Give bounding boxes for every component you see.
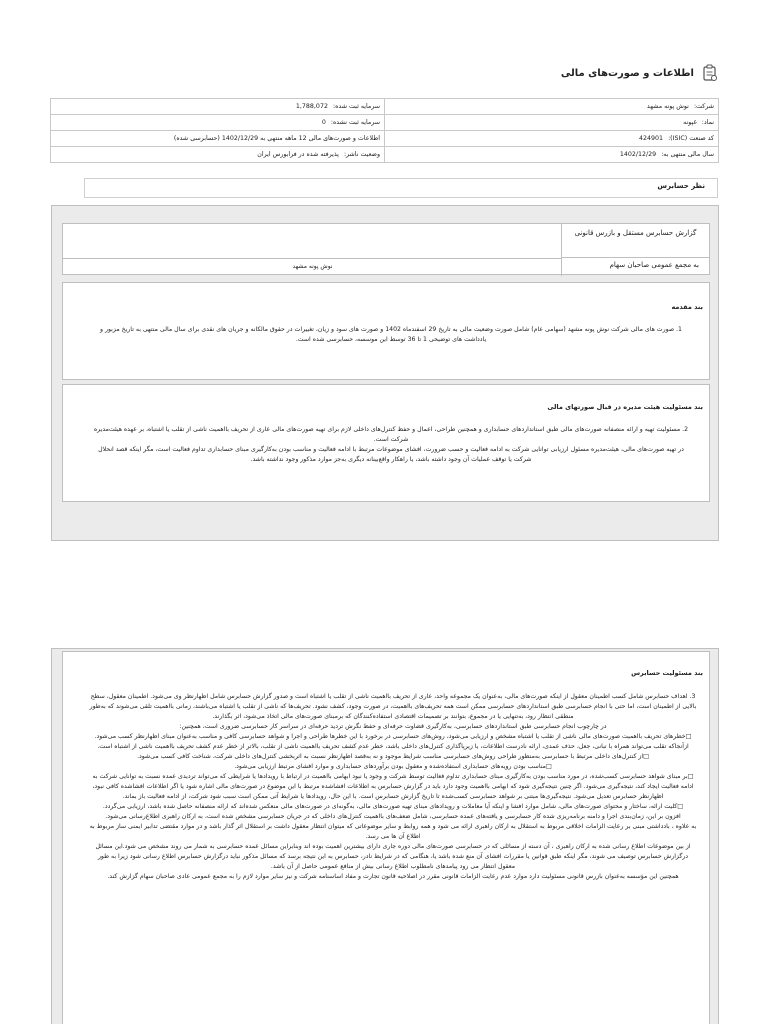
section-title: بند مسئولیت هیئت مدیره در قبال صورتهای مالی [547, 403, 703, 411]
unregistered-capital-label: سرمایه ثبت نشده: [330, 119, 380, 126]
paragraph: در تهیه صورت‌های مالی، هیئت‌مدیره مسئول ارزیابی توانایی شرکت به ادامه فعالیت و حسب ضرورت، افشای موضوعات مرتبط با ادامه فعالیت و مناسب بودن به‌کارگیری مبنای حسابداری تداوم فعالیت است، مگر اینکه قصد انحلال شرکت یا توقف عملیات آن وجود داشته باشد، یا راهکار واقع‌بینانه دیگری به‌جز موارد مذکور وجود نداشته باشد. [98, 446, 684, 463]
fiscal-year-label: سال مالی منتهی به: [661, 151, 714, 158]
company-label: شرکت: [693, 103, 714, 110]
unregistered-capital-value: 0 [321, 119, 326, 126]
paragraph: □خطرهای تحریف بااهمیت صورت‌های مالی ناشی از تقلب یا اشتباه مشخص و ارزیابی می‌شود، روش‌های حسابرسی در برخورد با این خطرها طراحی و اجرا و شواهد حسابرسی کافی و مناسب به‌عنوان مبنای اظهارنظر کسب می‌شود. ازآنجاکه تقلب می‌تواند همراه با تبانی، جعل، حذف عمدی، ارائه نادرست اطلاعات، یا زیرپاگذاری کنترل‌های داخلی باشد، خطر عدم کشف تحریف بااهمیت ناشی از تقلب، بالاتر از خطر عدم کشف تحریف بااهمیت ناشی از اشتباه است. [94, 733, 692, 750]
info-row [51, 99, 719, 115]
section-auditor-responsibility [62, 651, 710, 1024]
report-company-name: نوش پونه مشهد [63, 258, 562, 275]
publisher-status-value: پذیرفته شده در فرابورس ایران [257, 151, 339, 158]
page-title: اطلاعات و صورت‌های مالی [560, 67, 694, 79]
paragraph: در چارچوب انجام حسابرسی طبق استانداردهای حسابرسی، به‌کارگیری قضاوت حرفه‌ای و حفظ نگرش تردید حرفه‌ای در سراسر کار حسابرسی ضروری است، همچنین: [179, 723, 607, 730]
paragraph: 3. اهداف حسابرس شامل کسب اطمینان معقول از اینکه صورت‌های مالی، به‌عنوان یک مجموعه واحد، عاری از تحریف بااهمیت ناشی از تقلب یا اشتباه است و صدور گزارش حسابرس شامل اظهارنظر وی می‌شود. اطمینان معقول، سطح بالایی از اطمینان است، اما حتی با انجام حسابرسی طبق استانداردهای حسابرسی ممکن است همه تحریف‌های بااهمیت، در صورت وجود، کشف نشود. تحریف‌ها که ناشی از تقلب یا اشتباه می‌باشند، زمانی بااهمیت تلقی می‌شوند که به‌طور منطقی انتظار رود، به‌تنهایی یا در مجموع، بتوانند بر تصمیمات اقتصادی استفاده‌کنندگان که برمبنای صورت‌های مالی اتخاذ می‌شود، اثر بگذارند. [89, 693, 697, 720]
symbol-value: غپونه [683, 119, 697, 126]
publisher-status-label: وضعیت ناشر: [343, 151, 380, 158]
section-introduction [62, 282, 710, 380]
document-icon [702, 64, 718, 82]
report-frame-continued [51, 648, 719, 1024]
section-body [93, 325, 689, 345]
info-cell-fiscal-year [385, 147, 719, 163]
company-value: نوش پونه مشهد [646, 103, 689, 110]
info-cell-company [385, 99, 719, 115]
registered-capital-value: 1,788,072 [295, 103, 328, 110]
paragraph: به علاوه ، بادداشتی مبنی بر رعایت الزامات اخلاقی مربوط به استقلال به ارکان راهبری ارائه می شود و همه روابط و سایر موضوعاتی که میتوان انتظار معقول داشت بر استقلال اثر گذار باشد و در موارد مقتضی تدابیر ایمنی ساز مربوط به اطلاع آن ها می رسد. [89, 823, 697, 840]
registered-capital-label: سرمایه ثبت شده: [332, 103, 380, 110]
paragraph: از بین موضوعات اطلاع رسانی شده به ارکان راهبری ، آن دسته از مسائلی که در حسابرسی صورت‌های مالی دوره جاری دارای بیشترین اهمیت بوده اند وبنابراین مسائل عمده حسابرسی به شمار می روند مشخص می شود.این مسائل درگزارش حسابرس توصیف می شوند، مگر اینکه طبق قوانین یا مقررات افشای آن منع شده باشد یا، هنگامی که در شرایط نادر، حسابرس به این نتیجه برسد که مسائل مذکور نباید درگزارش حسابرس اطلاع رسانی شود زیرا به طور معقول انتظار می رود پیامدهای نامطلوب اطلاع رسانی بیش از منافع عمومی حاصل از آن باشد. [95, 843, 691, 870]
company-info-table [50, 98, 719, 163]
auditor-opinion-heading: نظر حسابرس [84, 178, 718, 198]
paragraph: □کلیت ارائه، ساختار و محتوای صورت‌های مالی، شامل موارد افشا و اینکه آیا معاملات و رویدادهای مبنای تهیه صورت‌های مالی، به‌گونه‌ای در صورت‌های مالی منعکس شده‌اند که ارائه منصفانه حاصل شده باشد، ارزیابی می‌گردد. [102, 803, 684, 810]
paragraph: همچنین این مؤسسه به‌عنوان بازرس قانونی مسئولیت دارد موارد عدم رعایت الزامات قانونی مقرر در اصلاحیه قانون تجارت و مفاد اساسنامه شرکت و نیز سایر موارد لازم را به مجمع عمومی عادی صاحبان سهام گزارش کند. [107, 873, 679, 880]
report-header-right [561, 224, 709, 276]
section-board-responsibility [62, 384, 710, 502]
info-cell-statements [51, 131, 385, 147]
info-row [51, 115, 719, 131]
page-header [50, 62, 718, 84]
info-cell-unregistered-capital [51, 115, 385, 131]
paragraph: □از کنترل‌های داخلی مرتبط با حسابرسی به‌منظور طراحی روش‌های حسابرسی مناسب شرایط موجود و نه به‌قصد اظهارنظر نسبت به اثربخشی کنترل‌های داخلی شرکت، شناخت کافی کسب می‌شود. [137, 753, 649, 760]
info-row [51, 147, 719, 163]
info-cell-registered-capital [51, 99, 385, 115]
section-title: بند مقدمه [671, 303, 703, 311]
report-header-box [62, 223, 710, 275]
fiscal-year-value: 1402/12/29 [619, 151, 657, 158]
isic-value: 424901 [639, 135, 664, 142]
section-body [89, 692, 697, 882]
paragraph: □بر مبنای شواهد حسابرسی کسب‌شده، در مورد مناسب بودن به‌کارگیری مبنای حسابداری تداوم فعالیت توسط شرکت و وجود یا نبود ابهامی بااهمیت در ارتباط با رویدادها یا شرایطی که می‌تواند تردیدی عمده نسبت به توانایی شرکت به ادامه فعالیت ایجاد کند، نتیجه‌گیری می‌شود. اگر چنین نتیجه‌گیری شود که ابهامی بااهمیت وجود دارد باید در گزارش حسابرس به اطلاعات افشاشده مرتبط با این موضوع در صورت‌های مالی اشاره شود یا اگر اطلاعات افشاشده کافی نبود، اظهارنظر حسابرس تعدیل می‌شود. نتیجه‌گیری‌ها مبتنی بر شواهد حسابرسی کسب‌شده تا تاریخ گزارش حسابرس است. با این حال، رویدادها یا شرایط آتی ممکن است سبب شود شرکت، از ادامه فعالیت باز بماند. [92, 773, 694, 800]
info-cell-publisher-status [51, 147, 385, 163]
statements-description: اطلاعات و صورت‌های مالی 12 ماهه منتهی به 1402/12/29 (حسابرسی شده) [173, 135, 380, 142]
paragraph: افزون بر این، زمان‌بندی اجرا و دامنه برنامه‌ریزی شده کار حسابرسی و یافته‌های عمده حسابرسی، شامل ضعف‌های بااهمیت کنترل‌های داخلی که در جریان حسابرسی مشخص شده است، به ارکان راهبری اطلاع‌رسانی می‌شود. [105, 813, 681, 820]
paragraph: 2. مسئولیت تهیه و ارائه منصفانه صورت‌های مالی طبق استانداردهای حسابداری و همچنین طراحی، اعمال و حفظ کنترل‌های داخلی لازم برای تهیه صورت‌های مالی عاری از تحریف بااهمیت ناشی از تقلب یا اشتباه، بر عهده هیئت‌مدیره شرکت است. [93, 426, 689, 443]
info-cell-isic [385, 131, 719, 147]
report-title: گزارش حسابرس مستقل و بازرس قانونی [562, 224, 709, 258]
info-row [51, 131, 719, 147]
info-cell-symbol [385, 115, 719, 131]
section-title: بند مسئولیت حسابرس [631, 669, 703, 677]
paragraph: 1. صورت های مالی شرکت نوش پونه مشهد (سهامی عام) شامل صورت وضعیت مالی به تاریخ 29 اسفندماه 1402 و صورت های سود و زیان، تغییرات در حقوق مالکانه و جریان های نقدی برای سال مالی منتهی به تاریخ مزبور و یادداشت های توضیحی 1 تا 36 توسط این موسسه، حسابرسی شده است. [100, 326, 682, 343]
report-frame [51, 205, 719, 541]
isic-label: کد صنعت (ISIC): [668, 135, 714, 142]
report-addressee: به مجمع عمومی صاحبان سهام [609, 261, 699, 269]
section-body [93, 425, 689, 465]
paragraph: □مناسب بودن رویه‌های حسابداری استفاده‌شده و معقول بودن برآوردهای حسابداری و موارد افشای مرتبط ارزیابی می‌شود. [234, 763, 552, 770]
symbol-label: نماد: [701, 119, 714, 126]
